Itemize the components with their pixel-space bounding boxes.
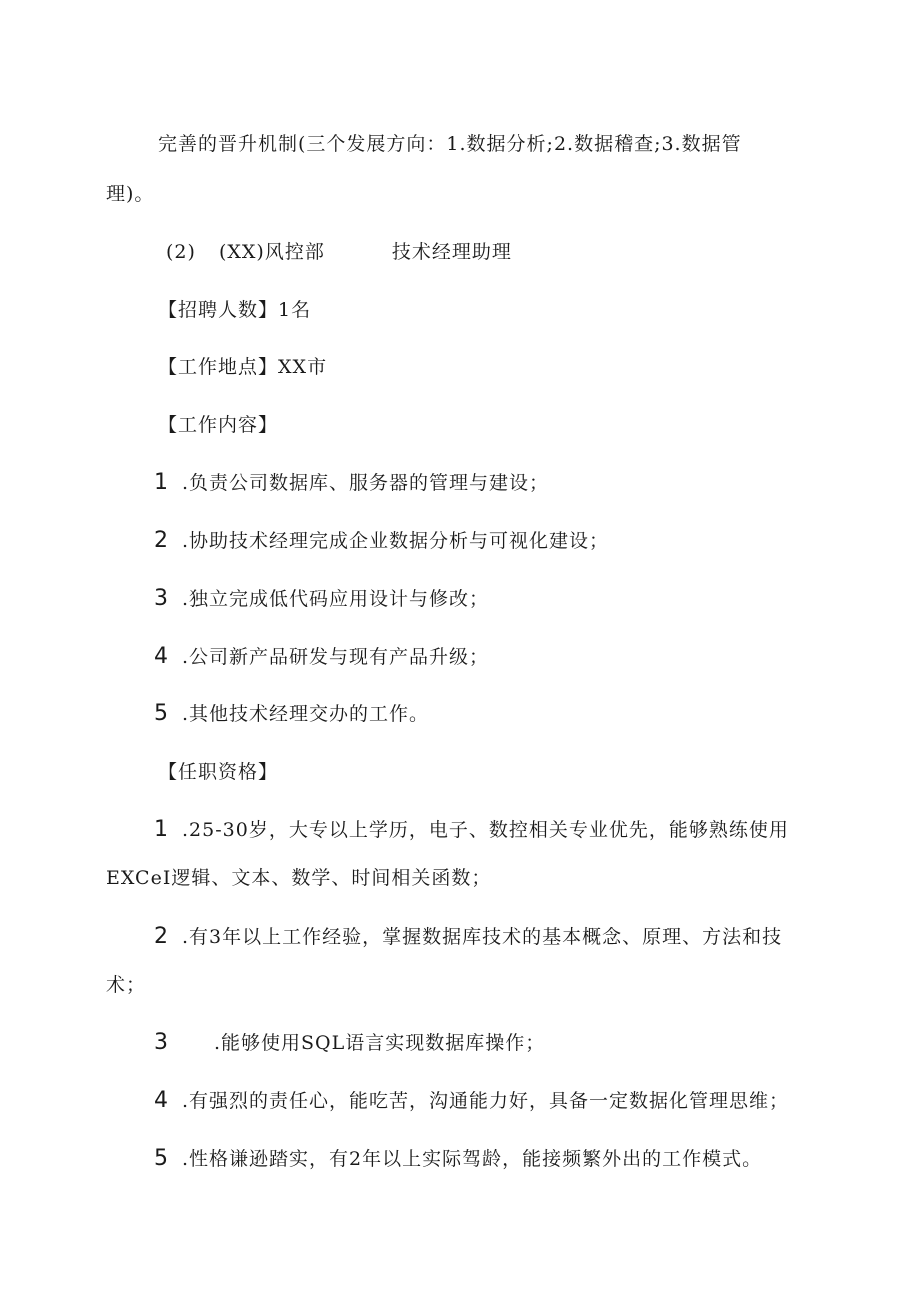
location-line <box>158 355 327 379</box>
duty-item-number: 4 <box>154 644 169 669</box>
position-number: (2) <box>166 241 196 263</box>
duty-item <box>154 587 489 611</box>
requirement-item-continuation: 术； <box>106 974 147 996</box>
requirement-item-text: .有3年以上工作经验，掌握数据库技术的基本概念、原理、方法和技 <box>182 926 783 948</box>
requirement-item-number: 1 <box>154 817 169 842</box>
location-value: XX市 <box>278 356 328 378</box>
requirement-item <box>154 818 789 842</box>
duty-item <box>154 702 429 726</box>
requirement-item-text: .性格谦逊踏实，有2年以上实际驾龄，能接频繁外出的工作模式。 <box>182 1148 763 1170</box>
position-title: 技术经理助理 <box>391 241 512 263</box>
duty-item-number: 3 <box>154 586 169 611</box>
position-department: (XX)风控部 <box>218 241 325 263</box>
position-heading <box>166 240 512 264</box>
requirement-item <box>154 925 782 949</box>
duty-item-text: .负责公司数据库、服务器的管理与建设； <box>182 472 550 494</box>
requirements-heading: 【任职资格】 <box>158 761 279 783</box>
headcount-label: 【招聘人数】 <box>158 299 279 321</box>
duty-item-number: 2 <box>154 528 169 553</box>
duty-item <box>154 645 489 669</box>
requirement-item-text: .有强烈的责任心，能吃苦，沟通能力好，具备一定数据化管理思维； <box>182 1090 790 1112</box>
requirement-item <box>154 1031 545 1055</box>
requirement-item-continuation: EXCeI逻辑、文本、数学、时间相关函数； <box>106 867 492 889</box>
duty-item-text: .独立完成低代码应用设计与修改； <box>182 588 490 610</box>
location-label: 【工作地点】 <box>158 356 279 378</box>
duty-item <box>154 471 549 495</box>
duty-item-number: 1 <box>154 470 169 495</box>
requirement-item-text: .能够使用SQL语言实现数据库操作； <box>214 1032 546 1054</box>
duties-heading: 【工作内容】 <box>158 414 279 436</box>
duty-item-text: .协助技术经理完成企业数据分析与可视化建设； <box>182 530 610 552</box>
requirement-item-number: 5 <box>154 1146 169 1171</box>
requirement-item-text: .25-30岁，大专以上学历，电子、数控相关专业优先，能够熟练使用 <box>182 819 789 841</box>
requirement-item <box>154 1147 762 1171</box>
duty-item-text: .公司新产品研发与现有产品升级； <box>182 646 490 668</box>
intro-line-2: 理)。 <box>106 183 155 205</box>
requirement-item <box>154 1089 789 1113</box>
headcount-value: 1名 <box>278 299 312 321</box>
headcount-line <box>158 298 311 322</box>
requirement-item-number: 4 <box>154 1088 169 1113</box>
duty-item-text: .其他技术经理交办的工作。 <box>182 703 430 725</box>
intro-line-1: 完善的晋升机制(三个发展方向：1.数据分析;2.数据稽查;3.数据管 <box>158 133 742 155</box>
requirement-item-number: 3 <box>154 1030 169 1055</box>
duty-item <box>154 529 609 553</box>
duty-item-number: 5 <box>154 701 169 726</box>
requirement-item-number: 2 <box>154 924 169 949</box>
